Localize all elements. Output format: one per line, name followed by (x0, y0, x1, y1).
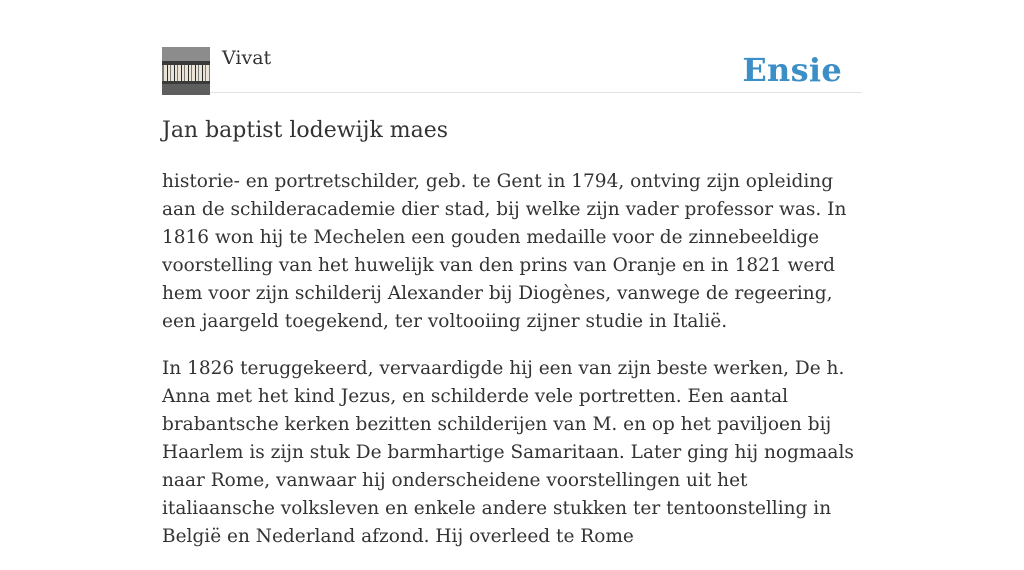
paragraph: In 1826 teruggekeerd, vervaardigde hij een van zijn beste werken, De h. Anna met het kind Jezus, en schilderde vele portretten. Een aantal brabantsche kerken bezitten schilderijen van M. en op het paviljoen bij Haarlem is zijn stuk De barmhartige Samaritaan. Later ging hij nogmaals naar Rome, vanwaar hij onderscheidene voorstellingen uit het italiaansche volksleven en enkele andere stukken ter tentoonstelling in België en Nederland afzond. Hij overleed te Rome (162, 358, 854, 547)
article-body (162, 168, 862, 570)
article-title: Jan baptist lodewijk maes (162, 118, 449, 143)
paragraph: historie- en portretschilder, geb. te Gent in 1794, ontving zijn opleiding aan de schilderacademie dier stad, bij welke zijn vader professor was. In 1816 won hij te Mechelen een gouden medaille voor de zinnebeeldige voorstelling van het huwelijk van den prins van Oranje en in 1821 werd hem voor zijn schilderij Alexander bij Diogènes, vanwege de regeering, een jaargeld toegekend, ter voltooiing zijner studie in Italië. (162, 171, 847, 332)
bookshelf-avatar-image (162, 47, 210, 95)
page-container (162, 0, 862, 547)
brand-logo[interactable]: Ensie (742, 51, 842, 89)
author-name[interactable]: Vivat (222, 47, 272, 69)
header (162, 0, 862, 93)
avatar[interactable] (162, 47, 210, 95)
